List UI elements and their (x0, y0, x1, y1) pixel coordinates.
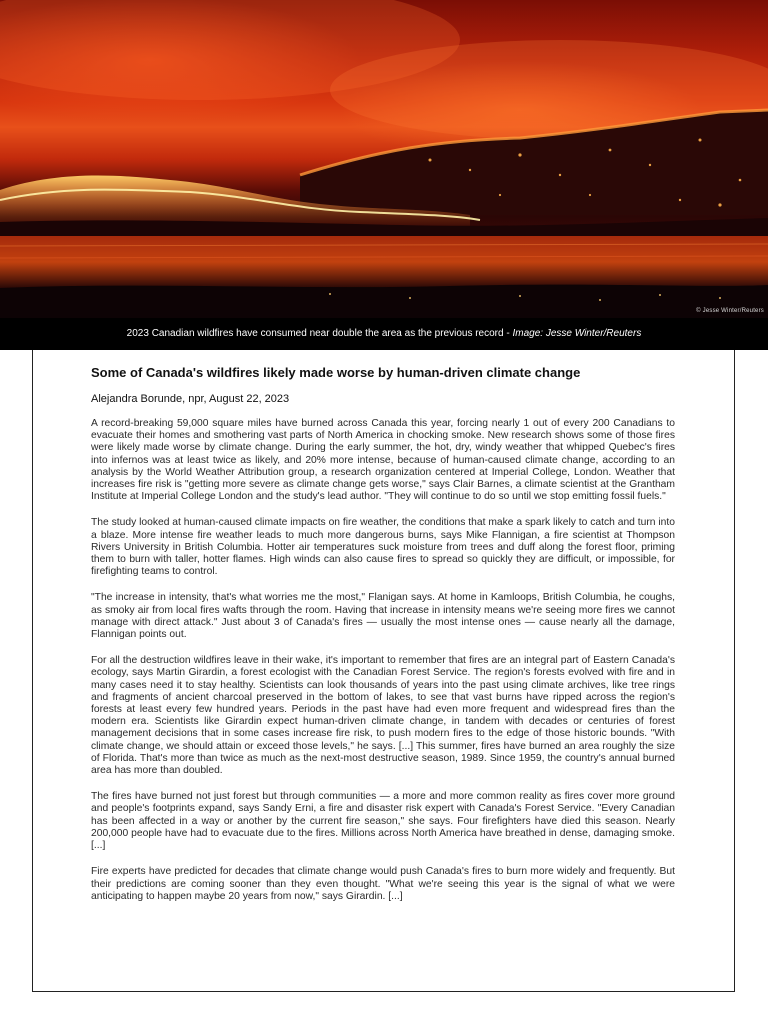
article-paragraph: "The increase in intensity, that's what worries me the most," Flanigan says. At home in Kamloops, British Columbia, he coughs, as smoky air from local fires wafts through the room. Having that increase in intensity means we're seeing more fires we cannot manage with direct attack." Just about 3 of Canada's fires — usually the most intense ones — cause nearly all the damage, Flannigan points out. (91, 592, 675, 641)
photo-caption (0, 318, 768, 350)
article-paragraph: The study looked at human-caused climate impacts on fire weather, the conditions that make a spark likely to catch and turn into a blaze. More intense fire weather leads to much more dangerous burns, says Mike Flannigan, a fire scientist at Thompson Rivers University in British Columbia. Hotter air temperatures suck moisture from trees and duff along the forest floor, priming them to burn with taller, hotter flames. High winds can also cause fires to spread so quickly they are difficult, or impossible, for firefighting teams to control. (91, 517, 675, 578)
photo-credit: © Jesse Winter/Reuters (696, 308, 764, 314)
article (91, 364, 675, 903)
article-byline: Alejandra Borunde, npr, August 22, 2023 (91, 393, 290, 405)
wildfire-landscape-graphic (0, 0, 768, 318)
article-body (91, 418, 675, 903)
article-paragraph: The fires have burned not just forest but through communities — a more and more common reality as fires cover more ground and people's footprints expand, says Sandy Erni, a fire and disaster risk expert with Canada's Forest Service. "Every Canadian has been affected in a way or another by the current fire season," she says. Four firefighters have died this season. Nearly 200,000 people have had to evacuate due to the fires. Millions across North America have breathed in dense, damaging smoke. [...] (91, 791, 675, 852)
article-headline: Some of Canada's wildfires likely made worse by human-driven climate change (91, 365, 581, 380)
caption-text: 2023 Canadian wildfires have consumed near double the area as the previous record - (126, 328, 513, 339)
article-paragraph: A record-breaking 59,000 square miles have burned across Canada this year, forcing nearly 1 out of every 200 Canadians to evacuate their homes and smothering vast parts of North America in chocking smoke. New research shows some of those fires were likely made worse by climate change. During the early summer, the hot, dry, windy weather that whipped Quebec's fires into infernos was at least twice as likely, and 20% more intense, because of human-caused climate change, according to an analysis by the World Weather Attribution group, a research organization centered at Imperial College, London. Weather that increases fire risk is "getting more severe as climate change gets worse," says Clair Barnes, a climate scientist at the Grantham Institute at Imperial College London and the study's lead author. "They will continue to do so until we stop emitting fossil fuels." (91, 418, 675, 503)
caption-credit: Image: Jesse Winter/Reuters (512, 328, 642, 339)
article-paragraph: For all the destruction wildfires leave in their wake, it's important to remember that fires are an integral part of Eastern Canada's ecology, says Martin Girardin, a forest ecologist with the Canadian Forest Service. The region's forests evolved with fire and in many cases need it to stay healthy. Scientists can look thousands of years into the past using climate archives, like tree rings and fragments of ancient charcoal preserved in the bottom of lakes, to see that vast burns have ripped across the region's forests at least every few hundred years. Periods in the past have had even more frequent and widespread fires than the modern era. Scientists like Girardin expect human-driven climate change, in tandem with decades or centuries of forest management decisions that in some cases increase fire risk, to push modern fires to the edge of those historic bounds. "With climate change, we should attain or exceed those levels," he says. [...] This summer, fires have burned an area roughly the size of Florida. That's more than twice as much as the next-most destructive season, 1989. Since 1959, the country's annual burned area has more than doubled. (91, 655, 675, 777)
article-paragraph: Fire experts have predicted for decades that climate change would push Canada's fires to burn more widely and frequently. But their predictions are coming sooner than they even thought. "What we're seeing this year is the signal of what we were anticipating to happen maybe 20 years from now," says Girardin. [...] (91, 866, 675, 902)
wildfire-photo (0, 0, 768, 318)
